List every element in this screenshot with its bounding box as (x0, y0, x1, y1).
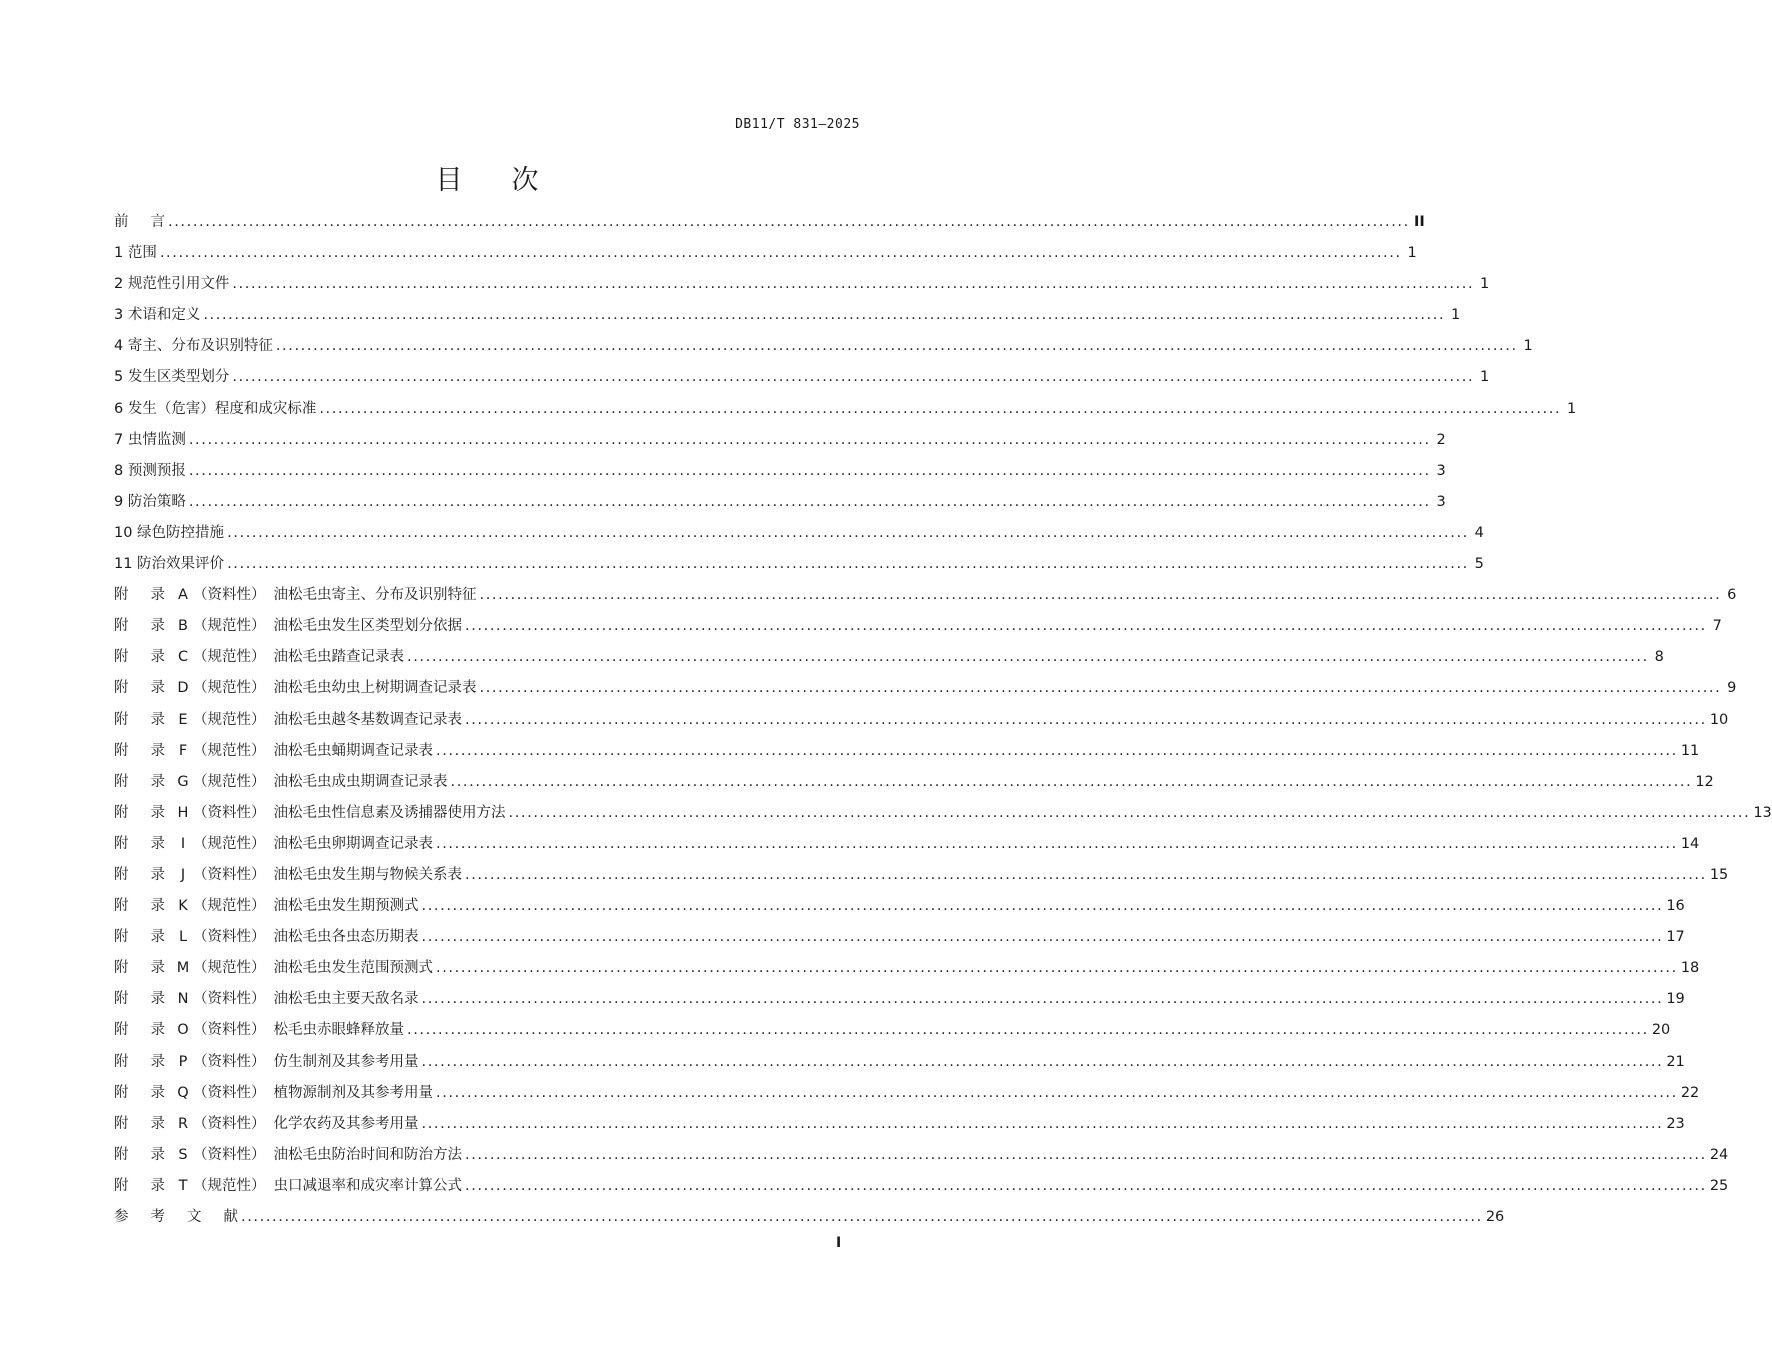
toc-entry-appendix-n[interactable] (114, 984, 1685, 1015)
toc-entry-section-2[interactable] (114, 269, 1490, 300)
toc-entry-appendix-r[interactable] (114, 1109, 1685, 1140)
dot-leader: ........................................................................................................................................................................................................ (319, 400, 1562, 417)
toc-entry-page: 8 (1654, 649, 1664, 666)
toc-entry-page: 25 (1709, 1177, 1729, 1194)
toc-entry-label: 附 录 O （资料性） 松毛虫赤眼蜂释放量 (114, 1022, 404, 1039)
toc-entry-page: 1 (1450, 307, 1461, 324)
toc-entry-label: 附 录 R （资料性） 化学农药及其参考用量 (114, 1115, 419, 1132)
toc-entry-page: 5 (1474, 556, 1484, 573)
dot-leader: ........................................................................................................................................................................................................ (450, 773, 1693, 790)
dot-leader: ........................................................................................................................................................................................................ (188, 462, 1431, 479)
toc-entry-label: 附 录 T （规范性） 虫口减退率和成灾率计算公式 (114, 1177, 462, 1194)
toc-entry-page: 24 (1709, 1146, 1729, 1163)
dot-leader: ........................................................................................................................................................................................................ (232, 276, 1475, 293)
toc-entry-section-3[interactable] (114, 300, 1461, 331)
toc-entry-label: 附 录 B （规范性） 油松毛虫发生区类型划分依据 (114, 618, 462, 635)
toc-entry-label: 1 范围 (114, 245, 157, 262)
toc-entry-page: 17 (1666, 929, 1685, 946)
dot-leader: ........................................................................................................................................................................................................ (436, 1084, 1678, 1101)
toc-entry-appendix-b[interactable] (114, 611, 1722, 642)
toc-entry-page: 1 (1407, 245, 1417, 262)
toc-entry-appendix-l[interactable] (114, 922, 1685, 953)
dot-leader: ........................................................................................................................................................................................................ (203, 307, 1446, 324)
toc-entry-appendix-q[interactable] (114, 1078, 1700, 1109)
dot-leader: ........................................................................................................................................................................................................ (159, 245, 1402, 262)
toc-entry-label: 6 发生（危害）程度和成灾标准 (114, 400, 317, 417)
toc-entry-references[interactable] (114, 1202, 1505, 1233)
toc-entry-label: 附 录 N （资料性） 油松毛虫主要天敌名录 (114, 991, 419, 1008)
toc-entry-page: 7 (1712, 618, 1722, 635)
toc-entry-label: 9 防治策略 (114, 493, 186, 510)
toc-entry-label: 附 录 G （规范性） 油松毛虫成虫期调查记录表 (114, 773, 448, 790)
toc-entry-section-7[interactable] (114, 425, 1446, 456)
dot-leader: ........................................................................................................................................................................................................ (188, 493, 1431, 510)
toc-entry-page: 14 (1680, 835, 1700, 852)
toc-entry-page: 6 (1727, 587, 1737, 604)
toc-entry-page: 11 (1680, 742, 1700, 759)
dot-leader: ........................................................................................................................................................................................................ (421, 929, 1664, 946)
toc-entry-page: 12 (1695, 773, 1714, 790)
toc-entry-appendix-d[interactable] (114, 673, 1737, 704)
toc-entry-page: 26 (1485, 1209, 1505, 1225)
toc-entry-label: 附 录 S （资料性） 油松毛虫防治时间和防治方法 (114, 1146, 462, 1163)
toc-entry-label: 附 录 P （资料性） 仿生制剂及其参考用量 (114, 1053, 419, 1070)
toc-entry-label: 4 寄主、分布及识别特征 (114, 338, 273, 355)
page-title (0, 158, 975, 197)
toc-entry-page: 19 (1666, 991, 1685, 1008)
toc-entry-appendix-s[interactable] (114, 1140, 1729, 1171)
toc-entry-foreword[interactable] (114, 207, 1425, 238)
toc-entry-label: 10 绿色防控措施 (114, 524, 225, 541)
toc-entry-label: 附 录 I （规范性） 油松毛虫卵期调查记录表 (114, 835, 433, 852)
dot-leader: ........................................................................................................................................................................................................ (188, 431, 1431, 448)
dot-leader: ........................................................................................................................................................................................................ (232, 369, 1475, 386)
toc-entry-section-5[interactable] (114, 362, 1490, 393)
toc-entry-label: 附 录 M （规范性） 油松毛虫发生范围预测式 (114, 960, 433, 977)
toc-entry-label: 11 防治效果评价 (114, 556, 225, 573)
dot-leader: ........................................................................................................................................................................................................ (436, 742, 1678, 759)
toc-entry-page: 2 (1436, 431, 1446, 448)
dot-leader: ........................................................................................................................................................................................................ (168, 214, 1410, 230)
toc-entry-page: 1 (1523, 338, 1533, 355)
dot-leader: ........................................................................................................................................................................................................ (407, 1022, 1649, 1039)
toc-entry-appendix-h[interactable] (114, 798, 1772, 829)
toc-entry-label: 附 录 A （资料性） 油松毛虫寄主、分布及识别特征 (114, 587, 477, 604)
title-char-2: 次 (511, 165, 540, 196)
dot-leader: ........................................................................................................................................................................................................ (241, 1209, 1483, 1225)
toc-entry-page: 23 (1666, 1115, 1685, 1132)
toc-entry-page: 16 (1666, 898, 1685, 915)
toc-entry-appendix-p[interactable] (114, 1047, 1685, 1078)
toc-entry-page: 13 (1753, 804, 1772, 821)
toc-entry-appendix-g[interactable] (114, 767, 1714, 798)
dot-leader: ........................................................................................................................................................................................................ (465, 711, 1707, 728)
toc-entry-page: 21 (1666, 1053, 1685, 1070)
dot-leader: ........................................................................................................................................................................................................ (421, 1115, 1664, 1132)
table-of-contents (114, 207, 1772, 1233)
toc-entry-appendix-c[interactable] (114, 642, 1664, 673)
toc-entry-page: 10 (1709, 711, 1729, 728)
title-char-1: 目 (435, 165, 464, 196)
dot-leader: ........................................................................................................................................................................................................ (421, 1053, 1664, 1070)
dot-leader: ........................................................................................................................................................................................................ (508, 804, 1751, 821)
dot-leader: ........................................................................................................................................................................................................ (465, 1177, 1707, 1194)
toc-entry-page: 20 (1651, 1022, 1671, 1039)
toc-entry-section-11[interactable] (114, 549, 1484, 580)
toc-entry-section-1[interactable] (114, 238, 1417, 269)
toc-entry-page: II (1414, 214, 1425, 230)
toc-entry-section-9[interactable] (114, 487, 1446, 518)
toc-entry-label: 参 考 文 献 (114, 1209, 238, 1225)
toc-entry-appendix-k[interactable] (114, 891, 1685, 922)
toc-entry-appendix-e[interactable] (114, 705, 1729, 736)
dot-leader: ........................................................................................................................................................................................................ (227, 556, 1469, 573)
dot-leader: ........................................................................................................................................................................................................ (421, 991, 1664, 1008)
toc-entry-label: 附 录 H （资料性） 油松毛虫性信息素及诱捕器使用方法 (114, 804, 506, 821)
toc-entry-page: 1 (1479, 369, 1490, 386)
page-number: I (836, 1235, 842, 1251)
toc-entry-label: 附 录 J （资料性） 油松毛虫发生期与物候关系表 (114, 866, 462, 883)
toc-entry-section-6[interactable] (114, 394, 1577, 425)
toc-entry-label: 附 录 K （规范性） 油松毛虫发生期预测式 (114, 898, 419, 915)
toc-entry-label: 附 录 L （资料性） 油松毛虫各虫态历期表 (114, 929, 419, 946)
toc-entry-appendix-f[interactable] (114, 736, 1700, 767)
toc-entry-page: 9 (1727, 680, 1737, 697)
toc-entry-label: 附 录 D （规范性） 油松毛虫幼虫上树期调查记录表 (114, 680, 477, 697)
document-code: DB11/T 831—2025 (735, 117, 860, 132)
dot-leader: ........................................................................................................................................................................................................ (465, 618, 1707, 635)
toc-entry-section-8[interactable] (114, 456, 1446, 487)
toc-entry-page: 3 (1436, 462, 1446, 479)
dot-leader: ........................................................................................................................................................................................................ (227, 524, 1469, 541)
toc-entry-label: 附 录 Q （资料性） 植物源制剂及其参考用量 (114, 1084, 433, 1101)
toc-entry-page: 15 (1709, 866, 1729, 883)
toc-entry-label: 5 发生区类型划分 (114, 369, 230, 386)
toc-entry-label: 附 录 C （规范性） 油松毛虫踏查记录表 (114, 649, 404, 666)
toc-entry-label: 2 规范性引用文件 (114, 276, 230, 293)
toc-entry-page: 1 (1566, 400, 1577, 417)
toc-entry-appendix-o[interactable] (114, 1015, 1671, 1046)
toc-entry-label: 前 言 (114, 214, 165, 230)
toc-entry-appendix-a[interactable] (114, 580, 1737, 611)
dot-leader: ........................................................................................................................................................................................................ (407, 649, 1649, 666)
dot-leader: ........................................................................................................................................................................................................ (436, 835, 1678, 852)
dot-leader: ........................................................................................................................................................................................................ (479, 587, 1722, 604)
dot-leader: ........................................................................................................................................................................................................ (465, 866, 1707, 883)
toc-entry-label: 8 预测预报 (114, 462, 186, 479)
toc-entry-appendix-j[interactable] (114, 860, 1729, 891)
toc-entry-page: 22 (1680, 1084, 1700, 1101)
toc-entry-page: 3 (1436, 493, 1446, 510)
toc-entry-appendix-m[interactable] (114, 953, 1700, 984)
toc-entry-appendix-i[interactable] (114, 829, 1700, 860)
toc-entry-label: 7 虫情监测 (114, 431, 186, 448)
toc-entry-section-4[interactable] (114, 331, 1533, 362)
toc-entry-section-10[interactable] (114, 518, 1484, 549)
toc-entry-page: 4 (1474, 524, 1484, 541)
dot-leader: ........................................................................................................................................................................................................ (436, 960, 1678, 977)
toc-entry-label: 附 录 E （规范性） 油松毛虫越冬基数调查记录表 (114, 711, 462, 728)
dot-leader: ........................................................................................................................................................................................................ (465, 1146, 1707, 1163)
toc-entry-label: 附 录 F （规范性） 油松毛虫蛹期调查记录表 (114, 742, 433, 759)
toc-entry-page: 1 (1479, 276, 1490, 293)
dot-leader: ........................................................................................................................................................................................................ (421, 898, 1664, 915)
dot-leader: ........................................................................................................................................................................................................ (479, 680, 1722, 697)
toc-entry-appendix-t[interactable] (114, 1171, 1729, 1202)
dot-leader: ........................................................................................................................................................................................................ (275, 338, 1518, 355)
toc-entry-label: 3 术语和定义 (114, 307, 201, 324)
toc-entry-page: 18 (1680, 960, 1700, 977)
